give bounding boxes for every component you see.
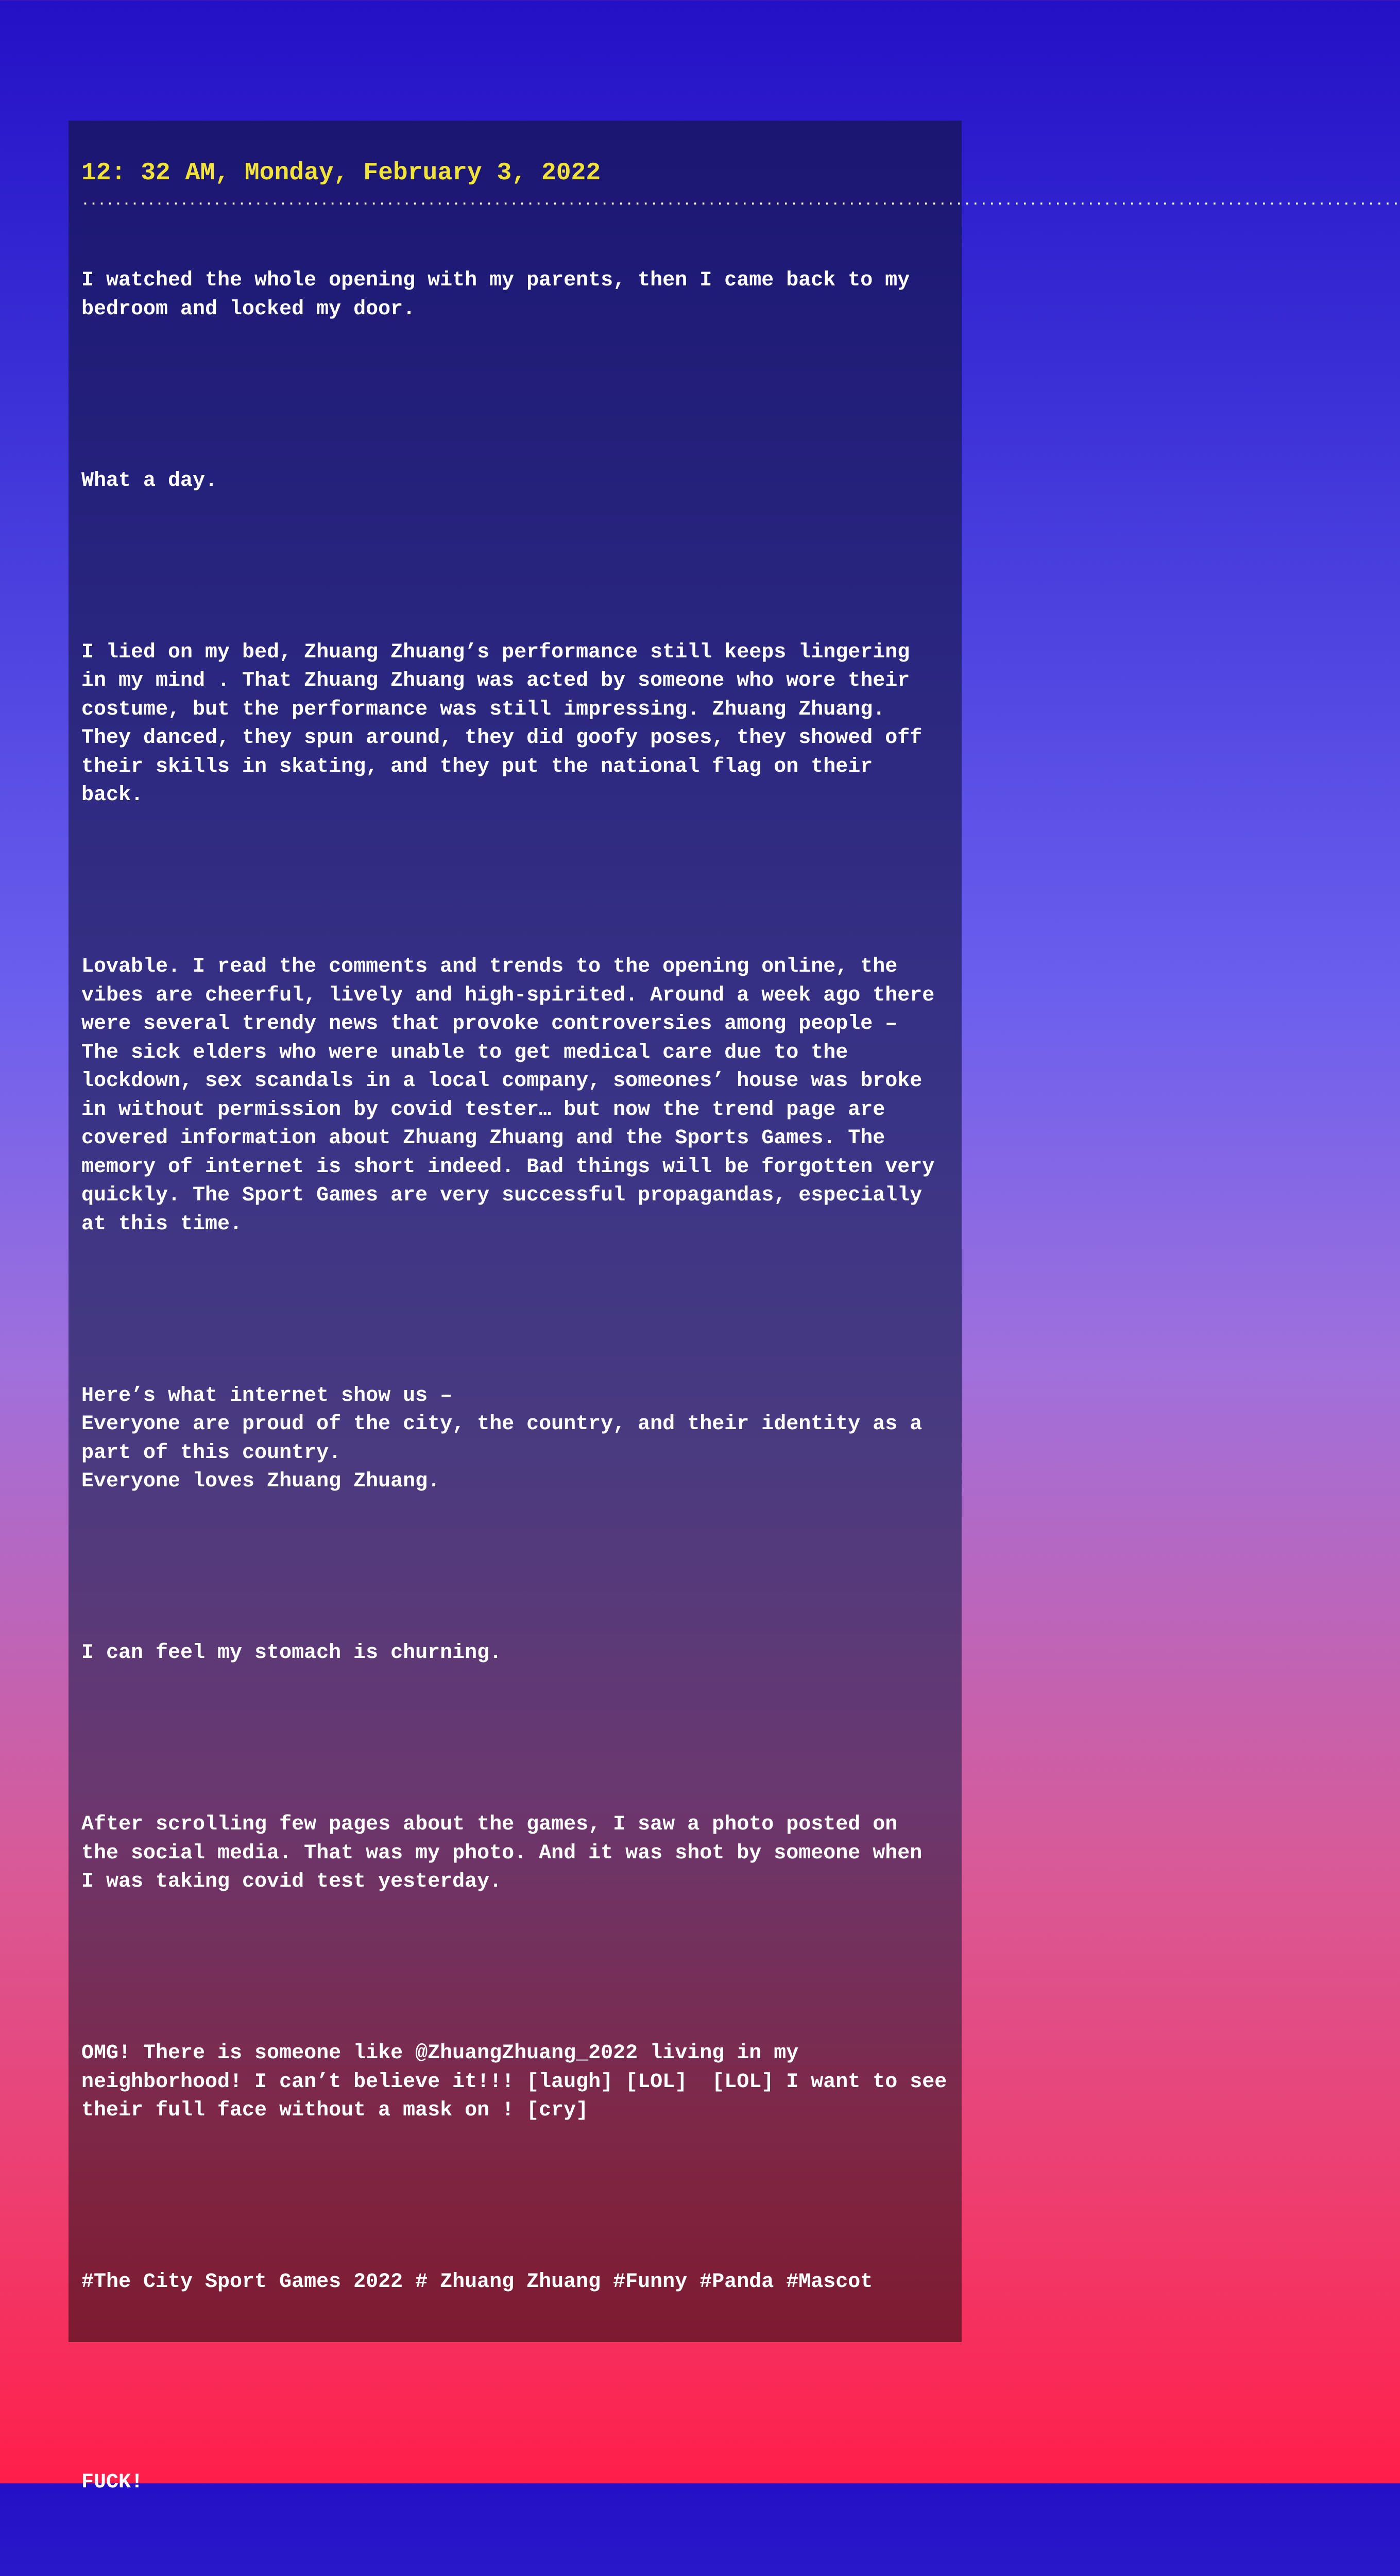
paragraph: What a day. [81, 469, 218, 493]
paragraph: Lovable. I read the comments and trends to the opening online, the vibes are cheerful, lively and high-spirited. Around a week ago there were several trendy news that provoke controversies among people – The sick elders who were unable to get medical care due to the lockdown, sex scandals in a local company, someones’ house was broke in without permission by covid tester… but now the trend page are covered information about Zhuang Zhuang and the Sports Games. The memory of internet is short indeed. Bad things will be forgotten very quickly. The Sport Games are very successful propagandas, especially at this time. [81, 955, 935, 1236]
hashtags: #The City Sport Games 2022 # Zhuang Zhuang #Funny #Panda #Mascot [81, 2270, 873, 2294]
diary-entry-panel [69, 121, 1400, 2494]
entry-title: 12: 32 AM, Monday, February 3, 2022 [81, 159, 601, 187]
paragraph: I can feel my stomach is churning. [81, 1641, 502, 1665]
paragraph: Here’s what internet show us – Everyone are proud of the city, the country, and their identity as a part of this country. Everyone loves Zhuang Zhuang. [81, 1384, 923, 1493]
entry-body [81, 209, 949, 2576]
paragraph: FUCK! [81, 2470, 144, 2494]
dotted-divider: ................................................................................................................................................................ [81, 194, 1400, 209]
quoted-post: OMG! There is someone like @ZhuangZhuang_2022 living in my neighborhood! I can’t believe it!!! [laugh] [LOL] [LOL] I want to see their full face without a mask on ! [cry] [81, 2042, 947, 2122]
paragraph: I watched the whole opening with my parents, then I came back to my bedroom and locked my door. [81, 269, 910, 321]
paragraph: After scrolling few pages about the games, I saw a photo posted on the social media. That was my photo. And it was shot by someone when I was taking covid test yesterday. [81, 1813, 923, 1893]
paragraph: I lied on my bed, Zhuang Zhuang’s performance still keeps lingering in my mind . That Zhuang Zhuang was acted by someone who wore their costume, but the performance was still impressing. Zhuang Zhuang. They danced, they spun around, they did goofy poses, they showed off their skills in skating, and they put the national flag on their back. [81, 640, 923, 807]
